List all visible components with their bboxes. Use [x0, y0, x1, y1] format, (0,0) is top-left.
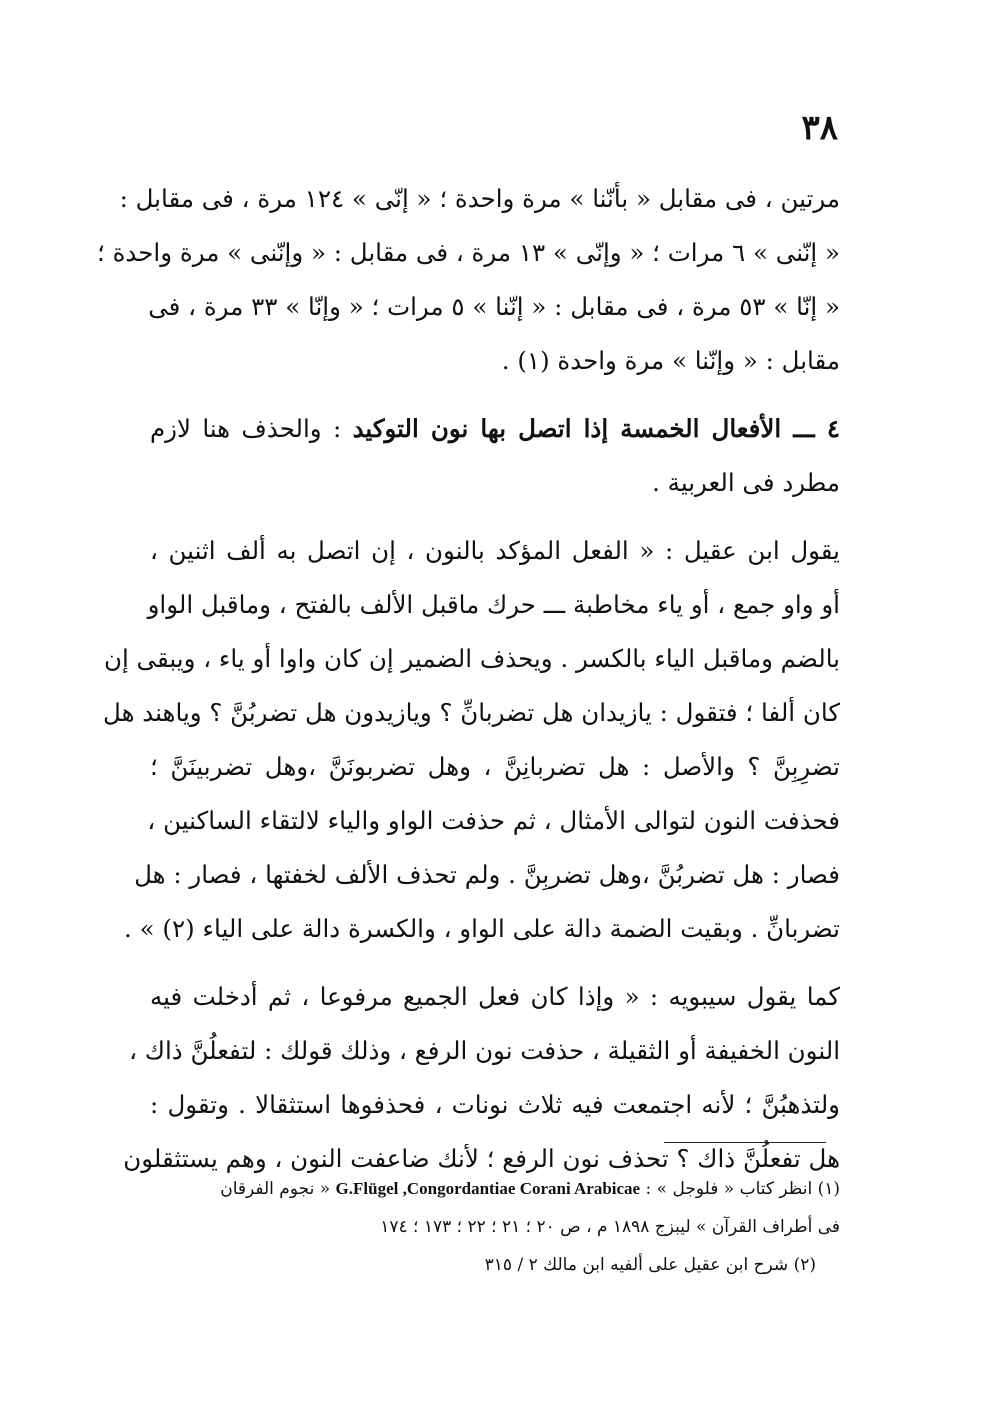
text-line: « إنّنى » ٦ مرات ؛ « وإنّى » ١٣ مرة ، فى مقابل : « وإنّنى » مرة واحدة ؛	[97, 238, 840, 267]
text-line: بالضم وماقبل الياء بالكسر . ويحذف الضمير إن كان واوا أو ياء ، ويبقى إن	[103, 644, 840, 673]
footnote-1	[150, 1170, 840, 1208]
paragraph-4	[123, 970, 840, 1186]
footnote-1-suffix: « نجوم الفرقان	[220, 1179, 336, 1199]
page-number: ٣٨	[801, 108, 838, 148]
text-line: تضرِبِنَّ ؟ والأصل : هل تضربانِنَّ ، وهل تضربونَنَّ ،وهل تضربينَنَّ ؛	[150, 752, 840, 781]
paragraph-gap	[150, 510, 840, 524]
text-line: كان ألفا ؛ فتقول : يازيدان هل تضربانِّ ؟ ويازيدون هل تضربُنَّ ؟ وياهند هل	[103, 698, 840, 727]
text-line: فحذفت النون لتوالى الأمثال ، ثم حذفت الواو والياء لالتقاء الساكنين ،	[147, 806, 840, 835]
paragraph-gap	[150, 388, 840, 402]
text-line: مرتين ، فى مقابل « بأنّنا » مرة واحدة ؛ « إنّى » ١٢٤ مرة ، فى مقابل :	[119, 184, 840, 213]
body-text	[97, 172, 840, 1186]
heading-continuation: : والحذف هنا لازم	[150, 414, 353, 443]
text-line: تضربانِّ . وبقيت الضمة دالة على الواو ، والكسرة دالة على الياء (٢) » .	[124, 914, 840, 943]
section-heading: ٤ ـــ الأفعال الخمسة إذا اتصل بها نون التوكيد	[352, 414, 840, 443]
footnote-2: (٢) شرح ابن عقيل على ألفيه ابن مالك ٢ / ٣١٥	[484, 1255, 816, 1275]
paragraph-gap	[150, 956, 840, 970]
text-line: ولتذهبُنَّ ؛ لأنه اجتمعت فيه ثلاث نونات ، فحذفوها استثقالا . وتقول :	[150, 1090, 840, 1119]
text-line	[150, 402, 840, 456]
footnote-divider	[664, 1142, 826, 1143]
text-line: فصار : هل تضربُنَّ ،وهل تضربِنَّ . ولم تحذف الألف لخفتها ، فصار : هل	[134, 860, 840, 889]
footnote-1-prefix: (١) انظر كتاب « فلوجل » :	[640, 1179, 840, 1199]
text-line: مقابل : « وإنّنا » مرة واحدة (١) .	[501, 346, 840, 375]
paragraph-1	[97, 172, 840, 388]
paragraph-3	[103, 524, 840, 956]
text-line: يقول ابن عقيل : « الفعل المؤكد بالنون ، إن اتصل به ألف اثنين ،	[150, 536, 840, 565]
paragraph-2	[150, 402, 840, 510]
text-line: كما يقول سيبويه : « وإذا كان فعل الجميع مرفوعا ، ثم أدخلت فيه	[150, 982, 840, 1011]
text-line: هل تفعلُنَّ ذاك ؟ تحذف نون الرفع ؛ لأنك ضاعفت النون ، وهم يستثقلون	[123, 1144, 840, 1173]
footnote-1-latin-title: G.Flügel ,Congordantiae Corani Arabicae	[335, 1179, 641, 1198]
footnotes	[150, 1170, 840, 1284]
text-line: النون الخفيفة أو الثقيلة ، حذفت نون الرفع ، وذلك قولك : لتفعلُنَّ ذاك ،	[129, 1036, 840, 1065]
text-line: مطرد فى العربية .	[652, 468, 840, 497]
footnote-1-continuation: فى أطراف القرآن » ليبزج ١٨٩٨ م ، ص ٢٠ ؛ ٢١ ؛ ٢٢ ؛ ١٧٣ ؛ ١٧٤	[380, 1217, 840, 1237]
text-line: أو واو جمع ، أو ياء مخاطبة ـــ حرك ماقبل الألف بالفتح ، وماقبل الواو	[147, 590, 840, 619]
text-line: « إنّا » ٥٣ مرة ، فى مقابل : « إنّنا » ٥ مرات ؛ « وإنّا » ٣٣ مرة ، فى	[148, 292, 840, 321]
